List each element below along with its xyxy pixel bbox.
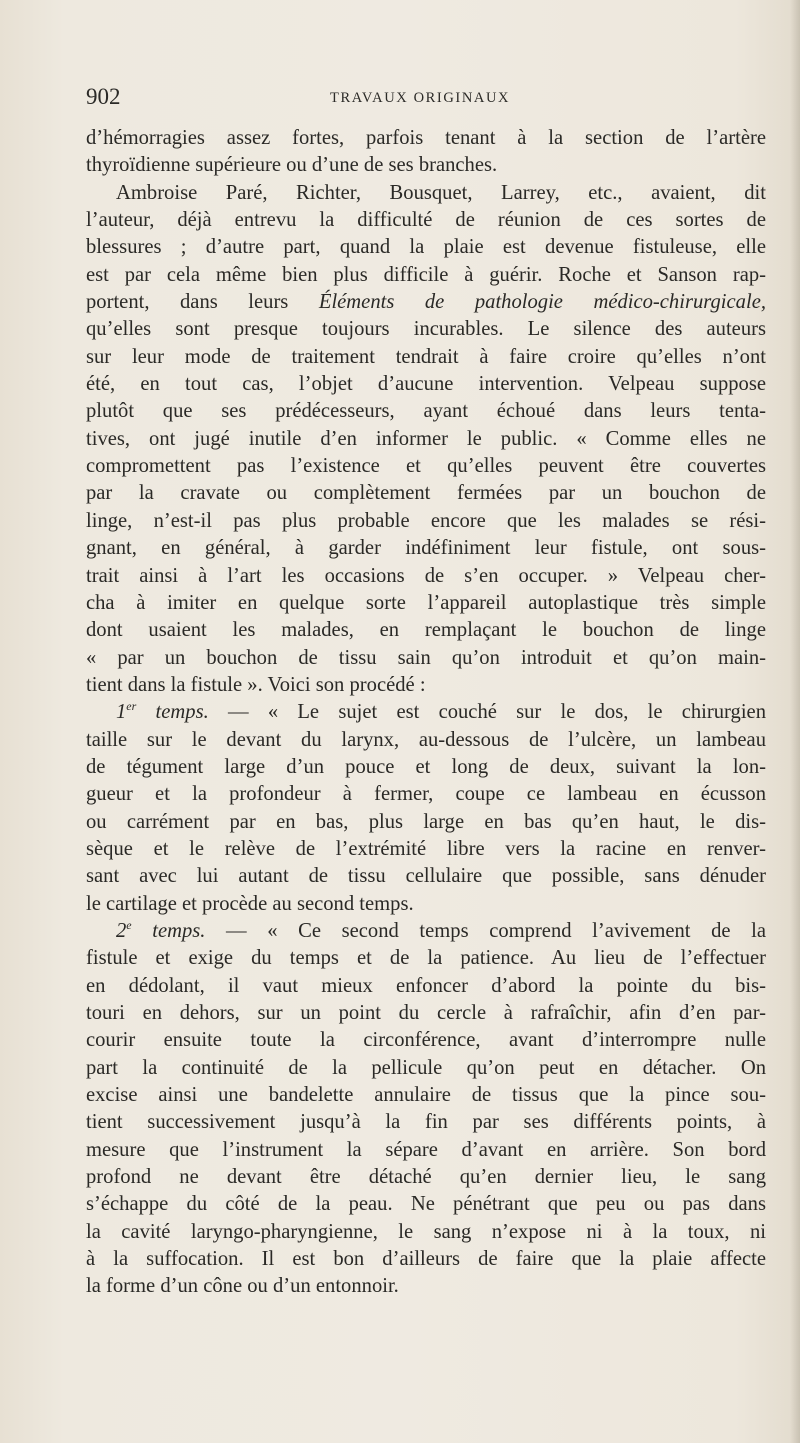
text-line: été, en tout cas, l’objet d’aucune intervention. Velpeau suppose (86, 373, 766, 396)
text-line: part la continuité de la pellicule qu’on peut en détacher. On (86, 1056, 766, 1079)
text-line: trait ainsi à l’art les occasions de s’en occuper. » Velpeau cher- (86, 564, 766, 587)
step-number: 1 (116, 701, 127, 724)
text-line: le cartilage et procède au second temps. (86, 892, 414, 915)
running-head: TRAVAUX ORIGINAUX (330, 90, 511, 106)
text-line: thyroïdienne supérieure ou d’une de ses branches. (86, 154, 498, 177)
text-line: gueur et la profondeur à fermer, coupe ce lambeau en écusson (86, 783, 766, 806)
text-line: qu’elles sont presque toujours incurables. Le silence des auteurs (86, 318, 766, 341)
text-run: — « Le sujet est couché sur le dos, le chirurgien (208, 701, 766, 724)
text-line: d’hémorragies assez fortes, parfois tenant à la section de l’artère (86, 127, 766, 149)
text-run: portent, dans leurs (86, 291, 319, 314)
text-line: à la suffocation. Il est bon d’ailleurs de faire que la plaie affecte (86, 1248, 766, 1271)
text-line: taille sur le devant du larynx, au-dessous de l’ulcère, un lambeau (86, 728, 766, 751)
text-line: fistule et exige du temps et de la patience. Au lieu de l’effectuer (86, 947, 766, 970)
ordinal-suffix: er (126, 699, 137, 714)
text-line: de tégument large d’un pouce et long de deux, suivant la lon- (86, 755, 766, 778)
text-line: excise ainsi une bandelette annulaire de tissus que la pince sou- (86, 1084, 766, 1107)
text-line (86, 699, 766, 726)
text-line: profond ne devant être détaché qu’en dernier lieu, le sang (86, 1166, 766, 1189)
text-line: « par un bouchon de tissu sain qu’on introduit et qu’on main- (86, 646, 766, 669)
text-line: linge, n’est-il pas plus probable encore que les malades se rési- (86, 509, 766, 532)
text-line: sant avec lui autant de tissu cellulaire que possible, sans dénuder (86, 865, 766, 888)
text-line: compromettent pas l’existence et qu’elles peuvent être couvertes (86, 455, 766, 478)
text-line: la cavité laryngo-pharyngienne, le sang n’expose ni à la toux, ni (86, 1220, 766, 1243)
text-line: gnant, en général, à garder indéfiniment leur fistule, ont sous- (86, 537, 766, 560)
page-header (86, 84, 756, 114)
step-number: 2 (116, 919, 127, 942)
text-line: est par cela même bien plus difficile à guérir. Roche et Sanson rap- (86, 263, 766, 286)
book-title-italic: Éléments de pathologie médico-chirurgicale, (318, 291, 766, 314)
ordinal-suffix: e (126, 918, 132, 933)
text-line: s’échappe du côté de la peau. Ne pénétrant que peu ou pas dans (86, 1193, 766, 1216)
text-line: plutôt que ses prédécesseurs, ayant échoué dans leurs tenta- (86, 400, 766, 423)
text-line: blessures ; d’autre part, quand la plaie est devenue fistuleuse, elle (86, 236, 766, 259)
text-line: par la cravate ou complètement fermées par un bouchon de (86, 482, 766, 505)
text-line: l’auteur, déjà entrevu la difficulté de réunion de ces sortes de (86, 209, 766, 232)
text-line (86, 918, 766, 945)
page-number: 902 (86, 84, 121, 109)
text-line: tives, ont jugé inutile d’en informer le public. « Comme elles ne (86, 427, 766, 450)
text-line: la forme d’un cône ou d’un entonnoir. (86, 1275, 399, 1298)
text-line: en dédolant, il vaut mieux enfoncer d’abord la pointe du bis- (86, 974, 766, 997)
text-line (86, 289, 766, 316)
step-label: temps. (131, 919, 206, 942)
text-line: touri en dehors, sur un point du cercle à rafraîchir, afin d’en par- (86, 1002, 766, 1024)
step-label: temps. (136, 701, 209, 724)
text-line: Ambroise Paré, Richter, Bousquet, Larrey, etc., avaient, dit (116, 181, 766, 204)
text-line: tient successivement jusqu’à la fin par ses différents points, à (86, 1111, 766, 1134)
text-line: cha à imiter en quelque sorte l’appareil autoplastique très simple (86, 591, 766, 614)
text-line: sèque et le relève de l’extrémité libre vers la racine en renver- (86, 837, 766, 860)
text-line: mesure que l’instrument la sépare d’avant en arrière. Son bord (86, 1138, 766, 1161)
text-line: tient dans la fistule ». Voici son procédé : (86, 673, 426, 696)
text-line: dont usaient les malades, en remplaçant le bouchon de linge (86, 619, 766, 642)
text-line: sur leur mode de traitement tendrait à faire croire qu’elles n’ont (86, 345, 766, 368)
body-text (86, 125, 766, 1301)
text-run: — « Ce second temps comprend l’avivement de la (205, 919, 767, 942)
text-line: courir ensuite toute la circonférence, avant d’interrompre nulle (86, 1029, 766, 1052)
text-line: ou carrément par en bas, plus large en bas qu’en haut, le dis- (86, 810, 766, 833)
page-edge-shadow (790, 0, 800, 1443)
